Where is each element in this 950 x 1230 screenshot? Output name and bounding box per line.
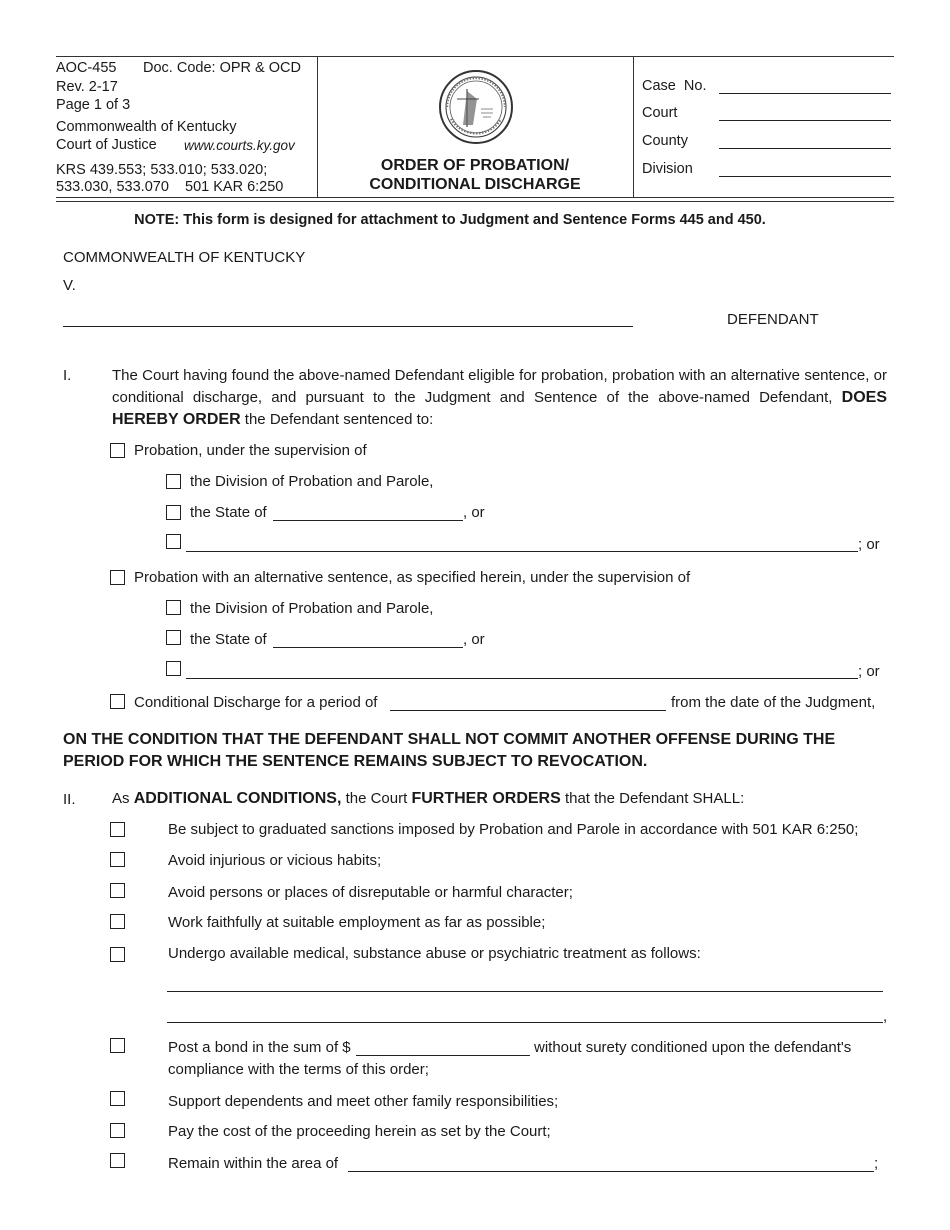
header-bottom-rule-2 — [56, 201, 894, 202]
remain-label: Remain within the area of — [168, 1155, 339, 1172]
remain-checkbox[interactable] — [110, 1153, 125, 1168]
court-field[interactable] — [719, 120, 891, 121]
header-bottom-rule — [56, 197, 894, 198]
bond-label-1: Post a bond in the sum of $ — [168, 1039, 351, 1056]
probation-alt-state-label: the State of — [190, 631, 267, 648]
treatment-field-line-1[interactable] — [167, 991, 883, 992]
court-name: Court of Justice — [56, 137, 157, 153]
court-seal-icon — [437, 69, 515, 145]
probation-alt-other-field[interactable] — [186, 678, 858, 679]
section-2-the-court: the Court — [345, 790, 408, 807]
division-field[interactable] — [719, 176, 891, 177]
versus: V. — [63, 277, 76, 294]
section-1-paragraph — [112, 365, 887, 431]
division-label: Division — [642, 161, 693, 177]
form-note: NOTE: This form is designed for attachment to Judgment and Sentence Forms 445 and 450. — [134, 212, 766, 228]
form-number: AOC-455 — [56, 60, 117, 76]
section-2-further-orders: FURTHER ORDERS — [411, 790, 561, 807]
doc-code: Doc. Code: OPR & OCD — [143, 60, 301, 76]
header-divider-right — [633, 56, 634, 197]
bond-label-3: compliance with the terms of this order; — [168, 1061, 429, 1078]
section-1-numeral: I. — [63, 367, 72, 384]
treatment-label: Undergo available medical, substance abuse or psychiatric treatment as follows: — [168, 945, 701, 962]
probation-alt-division-label: the Division of Probation and Parole, — [190, 600, 434, 617]
case-no-label: Case No. — [642, 78, 707, 94]
county-label: County — [642, 133, 688, 149]
work-label: Work faithfully at suitable employment as far as possible; — [168, 914, 546, 931]
case-no-field[interactable] — [719, 93, 891, 94]
bond-amount-field[interactable] — [356, 1055, 530, 1056]
probation-state-field[interactable] — [273, 520, 463, 521]
statutes-line-1: KRS 439.553; 533.010; 533.020; — [56, 162, 268, 178]
persons-checkbox[interactable] — [110, 883, 125, 898]
remain-area-field[interactable] — [348, 1171, 874, 1172]
probation-alt-state-checkbox[interactable] — [166, 630, 181, 645]
conditional-discharge-label: Conditional Discharge for a period of — [134, 694, 378, 711]
treatment-field-line-2[interactable] — [167, 1022, 883, 1023]
sanctions-label: Be subject to graduated sanctions imposed by Probation and Parole in accordance with 501 KAR 6:250; — [168, 821, 859, 838]
treatment-comma: , — [883, 1008, 888, 1025]
condition-statement-line-2: PERIOD FOR WHICH THE SENTENCE REMAINS SUBJECT TO REVOCATION. — [63, 753, 648, 770]
section-2-numeral: II. — [63, 791, 76, 808]
work-checkbox[interactable] — [110, 914, 125, 929]
dependents-label: Support dependents and meet other family responsibilities; — [168, 1093, 559, 1110]
probation-state-or: , or — [463, 504, 485, 521]
website: www.courts.ky.gov — [184, 138, 295, 153]
dependents-checkbox[interactable] — [110, 1091, 125, 1106]
bond-label-2: without surety conditioned upon the defendant's — [534, 1039, 852, 1056]
page-number: Page 1 of 3 — [56, 97, 131, 113]
form-title-line-1: ORDER OF PROBATION/ — [380, 157, 570, 174]
sanctions-checkbox[interactable] — [110, 822, 125, 837]
remain-semicolon: ; — [874, 1155, 879, 1172]
section-2-intro — [112, 790, 744, 808]
section-2-that-defendant: that the Defendant SHALL: — [564, 790, 745, 807]
probation-division-label: the Division of Probation and Parole, — [190, 473, 434, 490]
section-1-text-1: The Court having found the above-named Defendant eligible for probation, probation with an alternative sentence, or conditional discharge, and pursuant to the Judgment and Sentence of the above-named Defendant, — [112, 367, 887, 406]
probation-label: Probation, under the supervision of — [134, 442, 367, 459]
county-field[interactable] — [719, 148, 891, 149]
probation-division-checkbox[interactable] — [166, 474, 181, 489]
probation-other-or: ; or — [858, 536, 880, 553]
probation-state-label: the State of — [190, 504, 267, 521]
probation-alt-division-checkbox[interactable] — [166, 600, 181, 615]
cost-checkbox[interactable] — [110, 1123, 125, 1138]
form-title-line-2: CONDITIONAL DISCHARGE — [369, 176, 581, 193]
persons-label: Avoid persons or places of disreputable or harmful character; — [168, 884, 573, 901]
defendant-label: DEFENDANT — [727, 311, 819, 328]
cost-label: Pay the cost of the proceeding herein as set by the Court; — [168, 1123, 551, 1140]
treatment-checkbox[interactable] — [110, 947, 125, 962]
section-2-additional: ADDITIONAL CONDITIONS, — [133, 790, 342, 807]
state-name: Commonwealth of Kentucky — [56, 119, 237, 135]
conditional-discharge-period-field[interactable] — [390, 710, 666, 711]
revision: Rev. 2-17 — [56, 79, 118, 95]
habits-label: Avoid injurious or vicious habits; — [168, 852, 382, 869]
conditional-discharge-from-date: from the date of the Judgment, — [671, 694, 876, 711]
defendant-name-field[interactable] — [63, 326, 633, 327]
statutes-line-2: 533.030, 533.070 501 KAR 6:250 — [56, 179, 284, 195]
probation-checkbox[interactable] — [110, 443, 125, 458]
probation-alt-other-checkbox[interactable] — [166, 661, 181, 676]
bond-checkbox[interactable] — [110, 1038, 125, 1053]
condition-statement-line-1: ON THE CONDITION THAT THE DEFENDANT SHALL NOT COMMIT ANOTHER OFFENSE DURING THE — [63, 731, 836, 748]
probation-alt-checkbox[interactable] — [110, 570, 125, 585]
probation-state-checkbox[interactable] — [166, 505, 181, 520]
court-label: Court — [642, 105, 678, 121]
probation-alt-state-or: , or — [463, 631, 485, 648]
probation-alt-other-or: ; or — [858, 663, 880, 680]
probation-other-field[interactable] — [186, 551, 858, 552]
plaintiff-name: COMMONWEALTH OF KENTUCKY — [63, 249, 306, 266]
conditional-discharge-checkbox[interactable] — [110, 694, 125, 709]
probation-other-checkbox[interactable] — [166, 534, 181, 549]
probation-alt-state-field[interactable] — [273, 647, 463, 648]
header-top-rule — [56, 56, 894, 57]
probation-alt-label: Probation with an alternative sentence, as specified herein, under the supervision of — [134, 569, 691, 586]
habits-checkbox[interactable] — [110, 852, 125, 867]
section-1-text-2: the Defendant sentenced to: — [244, 411, 434, 428]
section-2-as: As — [112, 790, 130, 807]
section-1-text-bold: DOES HEREBY ORDER — [112, 389, 887, 428]
